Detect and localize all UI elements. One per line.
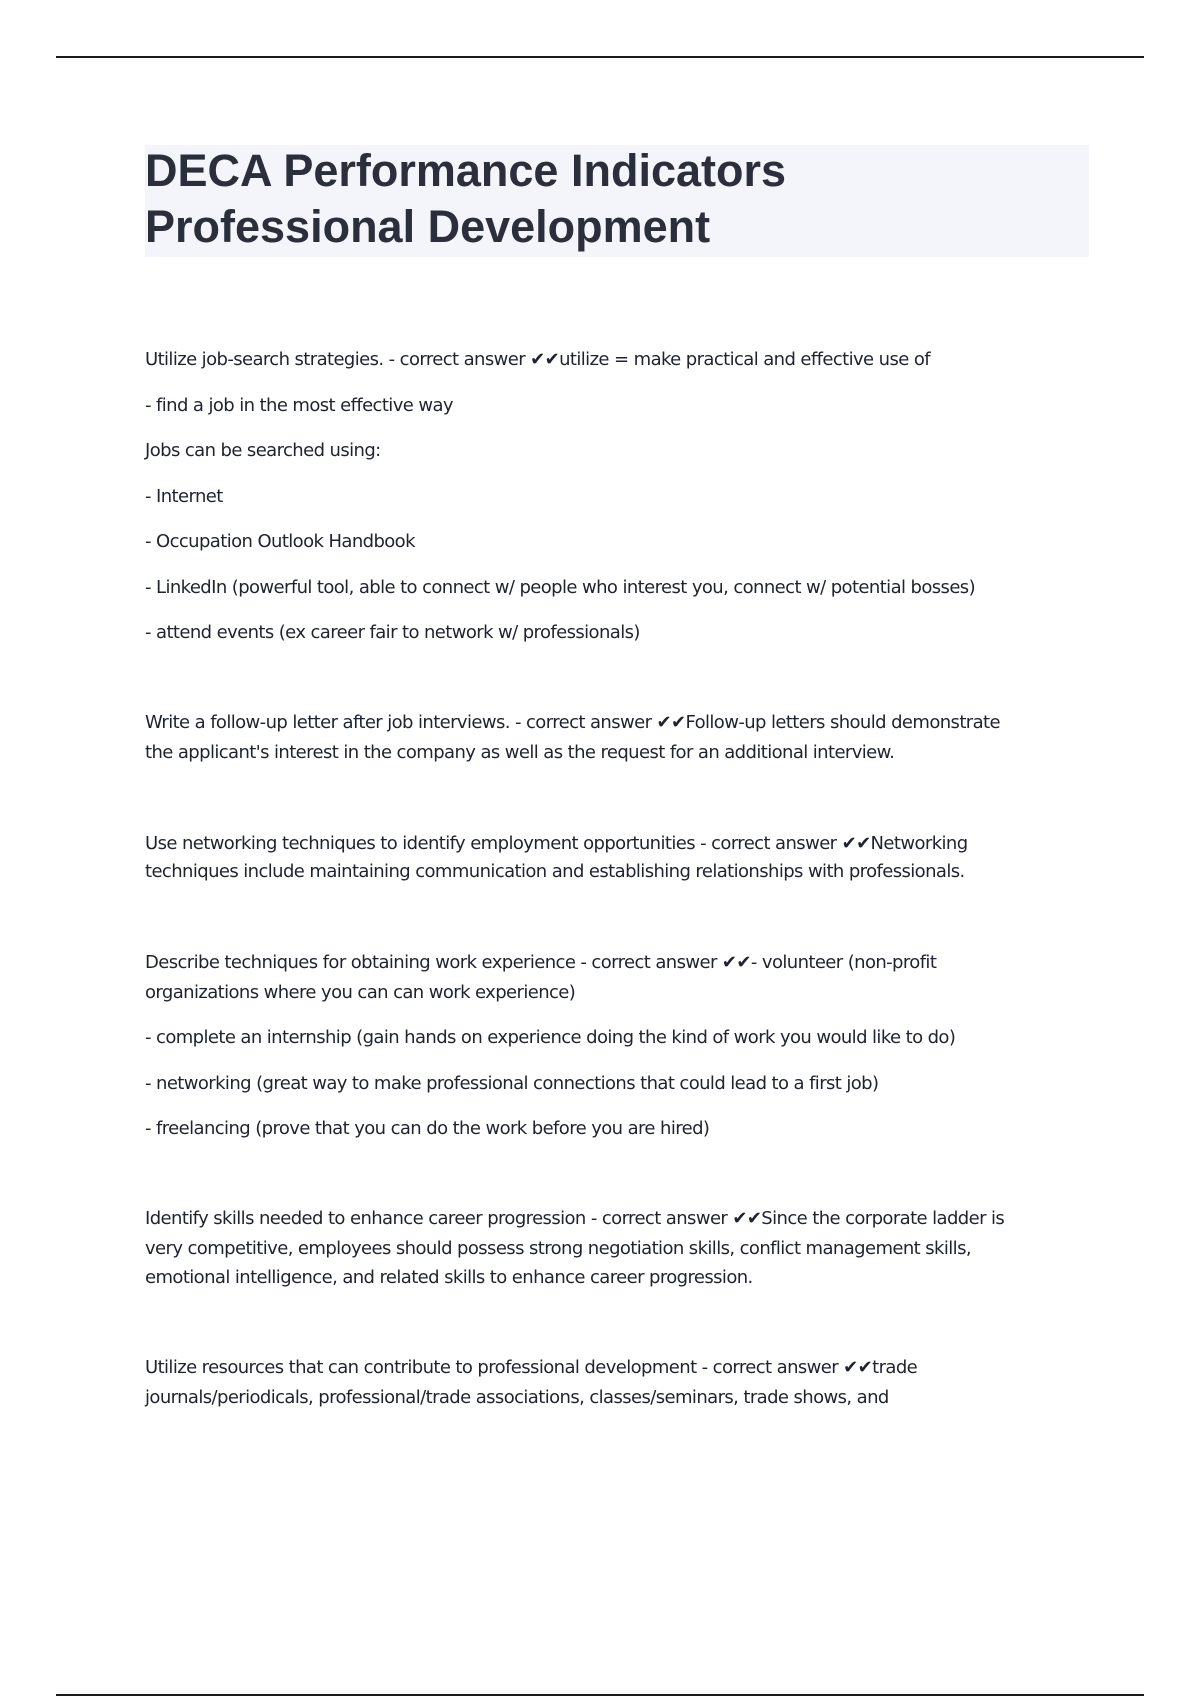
qa-networking-question: Use networking techniques to identify employment opportunities - correct answer ✔✔Networking [145,833,968,854]
qa-job-search-answer-line: - Occupation Outlook Handbook [145,531,415,552]
qa-job-search-answer-line: - find a job in the most effective way [145,395,453,416]
document-title-block [145,145,1089,257]
qa-job-search-answer-line: - attend events (ex career fair to network w/ professionals) [145,622,640,643]
qa-job-search-answer-line: - LinkedIn (powerful tool, able to connect w/ people who interest you, connect w/ potential bosses) [145,577,975,598]
qa-career-progression-answer-line: emotional intelligence, and related skills to enhance career progression. [145,1267,753,1288]
qa-job-search-question: Utilize job-search strategies. - correct answer ✔✔utilize = make practical and effective use of [145,349,930,370]
bottom-rule [56,1694,1144,1696]
qa-resources-question: Utilize resources that can contribute to professional development - correct answer ✔✔trade [145,1357,918,1378]
qa-networking-answer-line: techniques include maintaining communication and establishing relationships with professionals. [145,861,965,882]
document-title-line-1: DECA Performance Indicators [145,145,787,196]
qa-job-search-answer-line: Jobs can be searched using: [145,440,381,461]
top-rule [56,56,1144,58]
qa-work-experience-answer-line: - networking (great way to make professional connections that could lead to a first job) [145,1073,879,1094]
qa-job-search-answer-line: - Internet [145,486,223,507]
qa-follow-up-answer-line: the applicant's interest in the company as well as the request for an additional interview. [145,742,895,763]
qa-resources-answer-line: journals/periodicals, professional/trade associations, classes/seminars, trade shows, and [145,1387,889,1408]
qa-work-experience-question: Describe techniques for obtaining work experience - correct answer ✔✔- volunteer (non-profit [145,952,937,973]
qa-work-experience-answer-line: - complete an internship (gain hands on experience doing the kind of work you would like to do) [145,1027,956,1048]
document-title-line-2: Professional Development [145,201,711,252]
qa-career-progression-answer-line: very competitive, employees should possess strong negotiation skills, conflict management skills, [145,1238,971,1259]
qa-follow-up-question: Write a follow-up letter after job interviews. - correct answer ✔✔Follow-up letters should demonstrate [145,712,1000,733]
qa-work-experience-answer-line: organizations where you can can work experience) [145,982,576,1003]
qa-work-experience-answer-line: - freelancing (prove that you can do the work before you are hired) [145,1118,710,1139]
qa-career-progression-question: Identify skills needed to enhance career progression - correct answer ✔✔Since the corporate ladder is [145,1208,1005,1229]
